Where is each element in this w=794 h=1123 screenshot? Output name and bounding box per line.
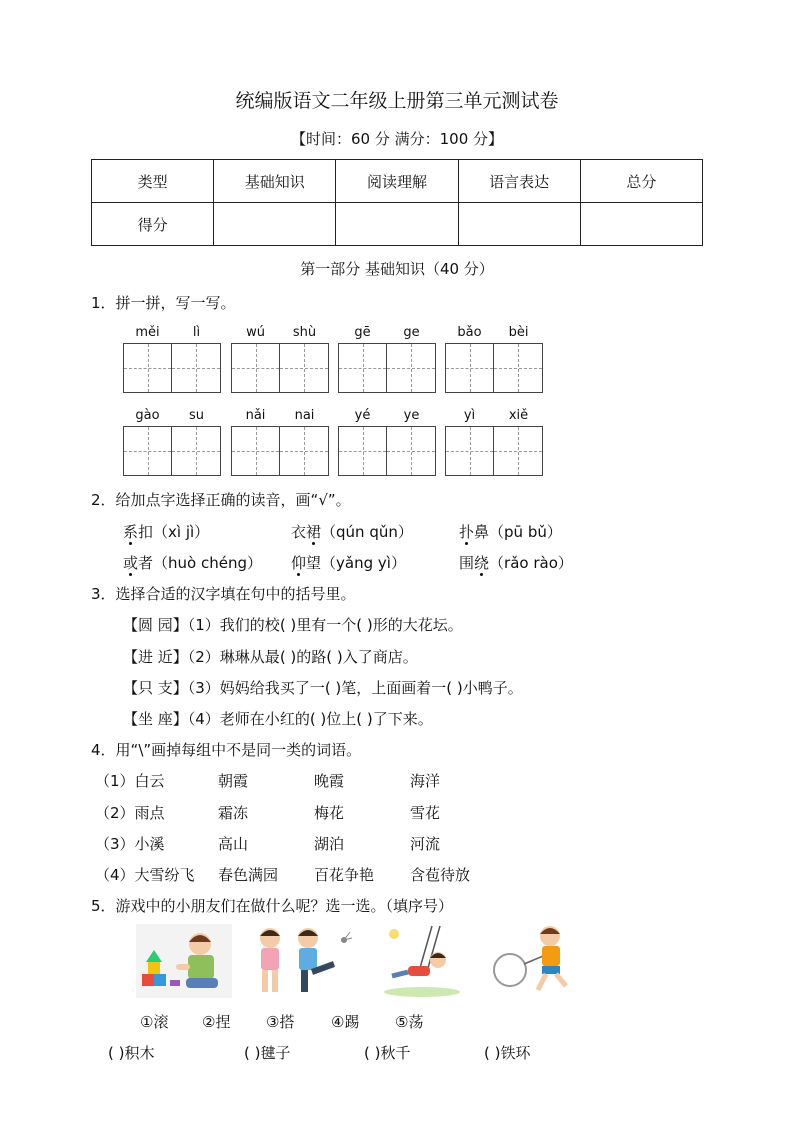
answer-blank[interactable]: ( )积木 <box>108 1044 155 1062</box>
pinyin-options: （xì jì） <box>153 523 210 541</box>
table-row <box>92 203 703 246</box>
pinyin-label: wú <box>246 325 265 340</box>
word-option[interactable]: 晚霞 <box>314 772 345 790</box>
word-option[interactable]: 海洋 <box>410 772 441 790</box>
action-option: ④踢 <box>331 1013 360 1031</box>
word-option[interactable]: 雪花 <box>410 804 441 822</box>
pinyin-label: xiě <box>508 408 529 423</box>
word-rest: 望 <box>306 554 322 572</box>
word-option[interactable]: 河流 <box>410 835 441 853</box>
hoop-rolling-illustration <box>490 924 592 998</box>
answer-blank[interactable]: ( )铁环 <box>484 1044 531 1062</box>
writing-grid[interactable] <box>445 343 543 393</box>
writing-grid[interactable] <box>445 426 543 476</box>
pinyin-label: su <box>188 408 204 423</box>
dotted-char: 裙 <box>306 523 322 541</box>
pinyin-label: shù <box>292 325 317 340</box>
pinyin-options: （yǎng yì） <box>321 554 406 572</box>
dotted-char: 绕 <box>474 554 490 572</box>
dotted-char: 系 <box>123 523 139 541</box>
word-option[interactable]: 朝霞 <box>218 772 249 790</box>
reading-option[interactable] <box>123 521 209 542</box>
fill-blank-line[interactable]: 【坐 座】（4）老师在小红的( )位上( )了下来。 <box>123 710 433 728</box>
pinyin-options: （pū bǔ） <box>489 523 562 541</box>
pinyin-options: （rǎo rào） <box>489 554 573 572</box>
pinyin-label: bǎo <box>457 325 482 340</box>
answer-blank[interactable]: ( )秋千 <box>364 1044 411 1062</box>
writing-grid[interactable] <box>338 343 436 393</box>
pinyin-label: yé <box>354 408 371 423</box>
word-rest: 扣 <box>138 523 154 541</box>
dotted-char: 或 <box>123 554 139 572</box>
word-group-label: （1）白云 <box>95 772 165 790</box>
pinyin-label: nai <box>294 408 315 423</box>
reading-option[interactable] <box>291 521 413 542</box>
word-rest: 鼻 <box>474 523 490 541</box>
table-header-cell: 基础知识 <box>214 160 336 203</box>
score-cell[interactable] <box>214 203 336 246</box>
word-option[interactable]: 百花争艳 <box>314 866 375 884</box>
shuttlecock-kids-illustration <box>246 924 358 998</box>
pinyin-label: nǎi <box>245 408 266 423</box>
page-title: 统编版语文二年级上册第三单元测试卷 <box>235 90 559 112</box>
writing-grid[interactable] <box>123 426 221 476</box>
table-row-label: 得分 <box>92 203 214 246</box>
fill-blank-line[interactable]: 【只 支】（3）妈妈给我买了一( )笔，上面画着一( )小鸭子。 <box>123 679 523 697</box>
table-header-cell: 类型 <box>92 160 214 203</box>
pinyin-label: ge <box>403 325 420 340</box>
word-rest: 者 <box>138 554 154 572</box>
dotted-char: 仰 <box>291 554 307 572</box>
question-2-title: 2．给加点字选择正确的读音，画“√”。 <box>91 491 351 509</box>
pinyin-label: yì <box>463 408 476 423</box>
swing-illustration <box>380 924 464 998</box>
reading-option[interactable] <box>459 521 562 542</box>
word-group-label: （3）小溪 <box>95 835 165 853</box>
reading-option[interactable] <box>291 552 406 573</box>
word-group-label: （4）大雪纷飞 <box>95 866 195 884</box>
fill-blank-line[interactable]: 【圆 园】（1）我们的校( )里有一个( )形的大花坛。 <box>123 616 463 634</box>
answer-blank[interactable]: ( )毽子 <box>244 1044 291 1062</box>
action-option: ①滚 <box>140 1013 169 1031</box>
score-table <box>91 159 703 246</box>
writing-grid[interactable] <box>231 343 329 393</box>
question-5-title: 5．游戏中的小朋友们在做什么呢？选一选。（填序号） <box>91 897 454 915</box>
pinyin-label: gào <box>135 408 160 423</box>
word-rest: 衣 <box>291 523 307 541</box>
writing-grid[interactable] <box>123 343 221 393</box>
fill-blank-line[interactable]: 【进 近】（2）琳琳从最( )的路( )入了商店。 <box>123 648 418 666</box>
table-row <box>92 160 703 203</box>
action-option: ③搭 <box>266 1013 295 1031</box>
word-option[interactable]: 霜冻 <box>218 804 249 822</box>
writing-grid[interactable] <box>338 426 436 476</box>
action-option: ②捏 <box>202 1013 231 1031</box>
pinyin-options: （huò chéng） <box>153 554 263 572</box>
action-option: ⑤荡 <box>395 1013 424 1031</box>
score-cell[interactable] <box>458 203 580 246</box>
word-group-label: （2）雨点 <box>95 804 165 822</box>
score-cell[interactable] <box>336 203 458 246</box>
word-option[interactable]: 含苞待放 <box>410 866 471 884</box>
pinyin-options: （qún qǔn） <box>321 523 413 541</box>
exam-meta: 【时间：60 分 满分：100 分】 <box>290 130 504 148</box>
pinyin-label: bèi <box>508 325 529 340</box>
reading-option[interactable] <box>459 552 573 573</box>
table-header-cell: 语言表达 <box>458 160 580 203</box>
word-option[interactable]: 高山 <box>218 835 249 853</box>
pinyin-label: ye <box>403 408 420 423</box>
pinyin-label: gē <box>354 325 371 340</box>
table-header-cell: 总分 <box>580 160 702 203</box>
reading-option[interactable] <box>123 552 262 573</box>
writing-grid[interactable] <box>231 426 329 476</box>
question-3-title: 3．选择合适的汉字填在句中的括号里。 <box>91 585 356 603</box>
word-option[interactable]: 湖泊 <box>314 835 345 853</box>
word-option[interactable]: 梅花 <box>314 804 345 822</box>
question-4-title: 4．用“\”画掉每组中不是同一类的词语。 <box>91 741 362 759</box>
building-blocks-illustration <box>136 924 232 998</box>
question-1-title: 1．拼一拼，写一写。 <box>91 294 236 312</box>
pinyin-label: lì <box>192 325 201 340</box>
table-header-cell: 阅读理解 <box>336 160 458 203</box>
pinyin-label: měi <box>135 325 160 340</box>
word-option[interactable]: 春色满园 <box>218 866 279 884</box>
score-cell[interactable] <box>580 203 702 246</box>
dotted-char: 扑 <box>459 523 475 541</box>
word-rest: 围 <box>459 554 475 572</box>
section-title: 第一部分 基础知识（40 分） <box>300 260 494 278</box>
